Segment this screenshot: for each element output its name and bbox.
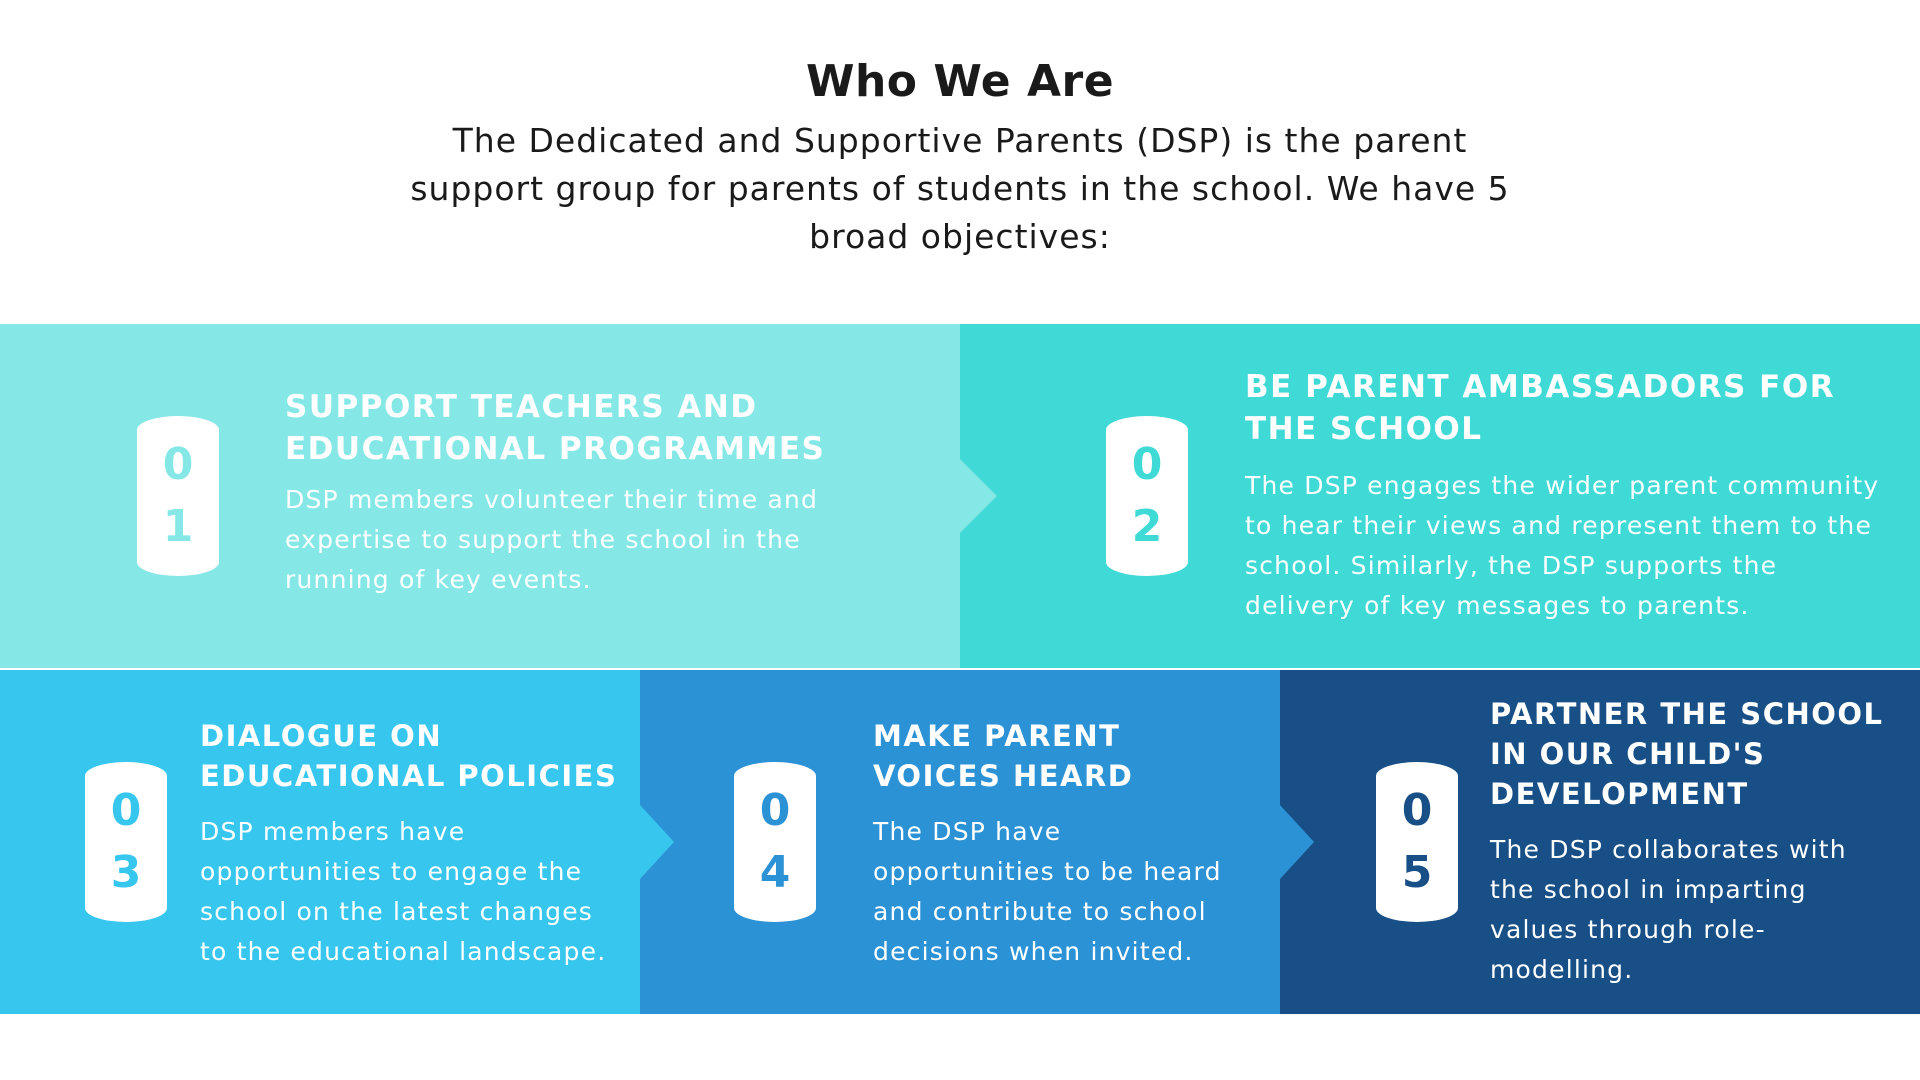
objective-title: PARTNER THE SCHOOL IN OUR CHILD'S DEVELOPMENT — [1490, 697, 1884, 811]
objective-title: MAKE PARENT VOICES HEARD — [873, 719, 1134, 793]
objective-title: BE PARENT AMBASSADORS FOR THE SCHOOL — [1245, 369, 1836, 447]
objective-number-bottom: 3 — [110, 847, 142, 898]
objective-description: The DSP engages the wider parent community to hear their views and represent them to the school. Similarly, the DSP supports the delivery of key messages to parents. — [1245, 471, 1880, 620]
objective-number-badge-2 — [1106, 416, 1188, 576]
chevron-right-icon — [960, 459, 997, 533]
objective-title: DIALOGUE ON EDUCATIONAL POLICIES — [200, 719, 618, 793]
intro-section — [0, 56, 1920, 261]
page-title: Who We Are — [805, 56, 1115, 107]
intro-description: The Dedicated and Supportive Parents (DSP) is the parent support group for parents of students in the school. We have 5 broad objectives: — [410, 121, 1510, 256]
objective-number-bottom: 5 — [1401, 847, 1433, 898]
objective-content-4 — [873, 716, 1243, 972]
objective-description: DSP members have opportunities to engage the school on the latest changes to the educational landscape. — [200, 817, 607, 966]
objective-number-badge-4 — [734, 762, 816, 922]
objective-number-badge-1 — [137, 416, 219, 576]
objective-number-top: 0 — [1401, 785, 1433, 836]
objective-content-5 — [1490, 694, 1900, 990]
objective-content-3 — [200, 716, 620, 972]
objective-description: The DSP have opportunities to be heard and contribute to school decisions when invited. — [873, 817, 1222, 966]
chevron-right-icon — [640, 805, 674, 879]
objective-number-bottom: 2 — [1131, 501, 1163, 552]
objective-number-top: 0 — [110, 785, 142, 836]
objective-title: SUPPORT TEACHERS AND EDUCATIONAL PROGRAMMES — [285, 389, 826, 467]
objective-content-2 — [1245, 366, 1885, 626]
objective-content-1 — [285, 386, 845, 600]
chevron-right-icon — [1280, 805, 1314, 879]
objective-number-bottom: 4 — [759, 847, 791, 898]
objective-number-bottom: 1 — [162, 501, 194, 552]
objective-description: The DSP collaborates with the school in imparting values through role-modelling. — [1490, 835, 1847, 984]
objective-number-top: 0 — [162, 439, 194, 490]
objective-number-badge-3 — [85, 762, 167, 922]
objective-number-badge-5 — [1376, 762, 1458, 922]
objective-number-top: 0 — [1131, 439, 1163, 490]
objective-description: DSP members volunteer their time and expertise to support the school in the running of key events. — [285, 485, 819, 594]
objective-number-top: 0 — [759, 785, 791, 836]
